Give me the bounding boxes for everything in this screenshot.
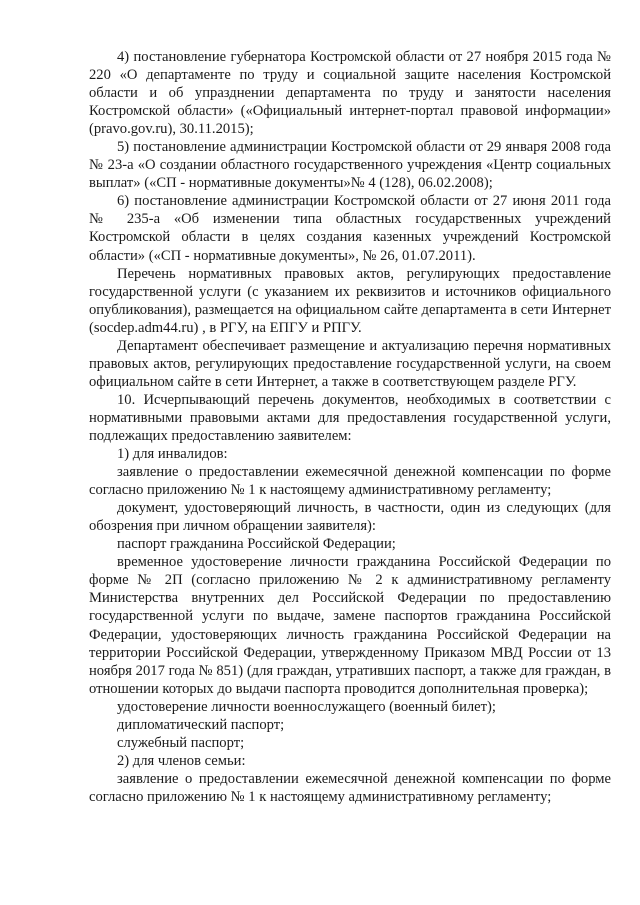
paragraph-identity-document: документ, удостоверяющий личность, в частности, один из следующих (для обозрения при личном обращении заявителя): [89, 500, 611, 535]
paragraph-section-10-heading: 10. Исчерпывающий перечень документов, необходимых в соответствии с нормативными правовыми актами для предоставления государственной услуги, подлежащих предоставлению заявителем: [89, 391, 611, 444]
paragraph-for-family-members: 2) для членов семьи: [117, 752, 246, 769]
paragraph-passport: паспорт гражданина Российской Федерации; [117, 536, 396, 553]
paragraph-military-id: удостоверение личности военнослужащего (военный билет); [117, 698, 496, 715]
paragraph-item-6-administration-decree: 6) постановление администрации Костромской области от 27 июня 2011 года № 235-а «Об изменении типа областных государственных учреждений Костромской области в целях создания казенных учреждений Костромской области» («СП - нормативные документы», № 26, 01.07.2011). [89, 193, 611, 264]
paragraph-application-form: заявление о предоставлении ежемесячной денежной компенсации по форме согласно приложению № 1 к настоящему административному регламенту; [89, 464, 611, 499]
paragraph-diplomatic-passport: дипломатический паспорт; [117, 716, 285, 733]
paragraph-temporary-certificate: временное удостоверение личности гражданина Российской Федерации по форме № 2П (согласно приложению № 2 к административному регламенту Министерства внутренних дел Российской Федерации по предоставлению государственной услуги по выдаче, замене паспортов гражданина Российской Федерации, удостоверяющих личность гражданина Российской Федерации на территории Российской Федерации, утвержденному Приказом МВД России от 13 ноября 2017 года № 851) (для граждан, утративших паспорт, а также для граждан, в отношении которых до выдачи паспорта проводится дополнительная проверка); [89, 554, 611, 697]
document-body [89, 48, 611, 806]
paragraph-service-passport: служебный паспорт; [117, 734, 245, 751]
paragraph-family-application-form: заявление о предоставлении ежемесячной денежной компенсации по форме согласно приложению № 1 к настоящему административному регламенту; [89, 770, 611, 805]
paragraph-legal-acts-list: Перечень нормативных правовых актов, регулирующих предоставление государственной услуги (с указанием их реквизитов и источников официального опубликования), размещается на официальном сайте департамента в сети Интернет (socdep.adm44.ru) , в РГУ, на ЕПГУ и РПГУ. [89, 265, 611, 336]
paragraph-item-4-governor-decree: 4) постановление губернатора Костромской области от 27 ноября 2015 года № 220 «О департаменте по труду и социальной защите населения Костромской области и об упразднении департамента по труду и занятости населения Костромской области» («Официальный интернет-портал правовой информации» (pravo.gov.ru), 30.11.2015); [89, 49, 611, 138]
paragraph-for-disabled: 1) для инвалидов: [117, 446, 228, 463]
paragraph-item-5-administration-decree: 5) постановление администрации Костромской области от 29 января 2008 года № 23-а «О создании областного государственного учреждения «Центр социальных выплат» («СП - нормативные документы»№ 4 (128), 06.02.2008); [89, 139, 611, 192]
paragraph-department-publishing: Департамент обеспечивает размещение и актуализацию перечня нормативных правовых актов, регулирующих предоставление государственной услуги, на своем официальном сайте в сети Интернет, а также в соответствующем разделе РГУ. [89, 337, 611, 390]
